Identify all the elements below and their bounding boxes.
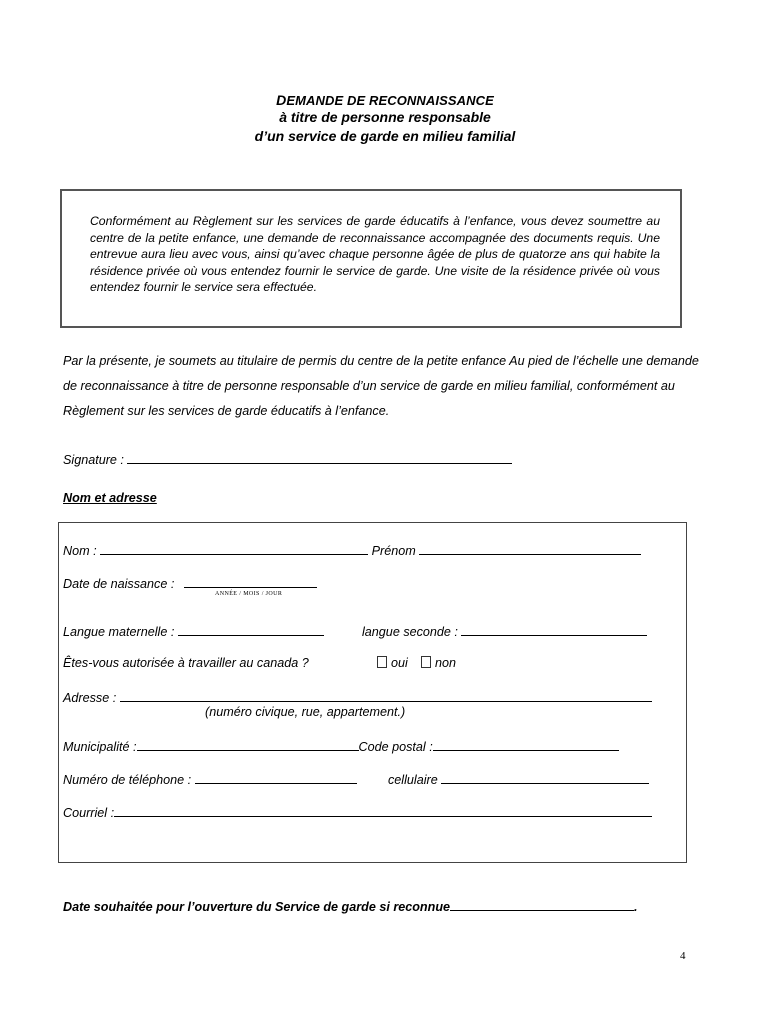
adresse-field[interactable] xyxy=(120,689,652,702)
nom-label: Nom : xyxy=(63,544,97,558)
prenom-field[interactable] xyxy=(419,542,641,555)
declaration-paragraph: Par la présente, je soumets au titulaire de permis du centre de la petite enfance Au pied de l’échelle une demande de reconnaissance à titre de personne responsable d’un service de garde en milieu familial, conformément au Règlement sur les services de garde éducatifs à l’enfance. xyxy=(63,354,699,418)
municipalite-label: Municipalité : xyxy=(63,740,137,754)
nom-field[interactable] xyxy=(100,542,368,555)
nom-row xyxy=(63,542,641,558)
langue-seconde-row xyxy=(362,623,647,639)
date-naissance-label: Date de naissance : xyxy=(63,577,175,591)
courriel-row xyxy=(63,804,652,820)
code-postal-field[interactable] xyxy=(433,738,619,751)
langue-seconde-field[interactable] xyxy=(461,623,647,636)
adresse-hint: (numéro civique, rue, appartement.) xyxy=(205,705,406,719)
cellulaire-row xyxy=(388,771,649,787)
date-souhaitee-row xyxy=(63,898,638,914)
langue-maternelle-row xyxy=(63,623,324,639)
cellulaire-label: cellulaire xyxy=(388,773,438,787)
cellulaire-field[interactable] xyxy=(441,771,649,784)
non-label: non xyxy=(435,656,457,670)
date-format-hint: ANNÉE / MOIS / JOUR xyxy=(215,591,283,597)
courriel-label: Courriel : xyxy=(63,806,115,820)
langue-seconde-label: langue seconde : xyxy=(362,625,458,639)
document-title xyxy=(0,92,770,146)
section-title: Nom et adresse xyxy=(63,491,157,505)
municipalite-row xyxy=(63,738,619,754)
date-naissance-field[interactable] xyxy=(184,575,317,588)
prenom-label: Prénom xyxy=(371,544,416,558)
courriel-field[interactable] xyxy=(114,804,652,817)
langue-maternelle-label: Langue maternelle : xyxy=(63,625,175,639)
signature-label: Signature : xyxy=(63,453,124,467)
signature-row xyxy=(63,451,512,467)
telephone-field[interactable] xyxy=(195,771,357,784)
title-line-2: à titre de personne responsable xyxy=(279,109,491,125)
title-initial: D xyxy=(276,92,287,108)
title-line-3: d’un service de garde en milieu familial xyxy=(254,128,516,144)
langue-maternelle-field[interactable] xyxy=(178,623,324,636)
oui-label: oui xyxy=(391,656,408,670)
date-souhaitee-period: . xyxy=(634,900,638,914)
adresse-label: Adresse : xyxy=(63,691,117,705)
telephone-row xyxy=(63,771,357,787)
signature-field[interactable] xyxy=(127,451,512,464)
title-rest: EMANDE DE RECONNAISSANCE xyxy=(286,93,494,108)
code-postal-label: Code postal : xyxy=(358,740,433,754)
date-naissance-row xyxy=(63,575,317,591)
oui-option[interactable] xyxy=(377,656,408,670)
oui-checkbox[interactable] xyxy=(377,656,387,668)
telephone-label: Numéro de téléphone : xyxy=(63,773,192,787)
non-option[interactable] xyxy=(421,656,456,670)
page-number: 4 xyxy=(680,950,686,962)
date-souhaitee-label: Date souhaitée pour l’ouverture du Service de garde si reconnue xyxy=(63,900,451,914)
adresse-row xyxy=(63,689,652,705)
date-souhaitee-field[interactable] xyxy=(450,898,634,911)
notice-text: Conformément au Règlement sur les services de garde éducatifs à l’enfance, vous devez soumettre au centre de la petite enfance, une demande de reconnaissance accompagnée des documents requis. Une entrevue aura lieu avec vous, ainsi qu’avec chaque personne âgée de plus de quatorze ans qui habite la résidence privée où vous entendez fournir le service de garde. Une visite de la résidence privée où vous entendez fournir le service sera effectuée. xyxy=(90,214,660,295)
non-checkbox[interactable] xyxy=(421,656,431,668)
title-line-1 xyxy=(0,92,770,108)
municipalite-field[interactable] xyxy=(137,738,359,751)
notice-box xyxy=(60,189,682,328)
autorisation-question: Êtes-vous autorisée à travailler au canada ? xyxy=(63,656,309,670)
